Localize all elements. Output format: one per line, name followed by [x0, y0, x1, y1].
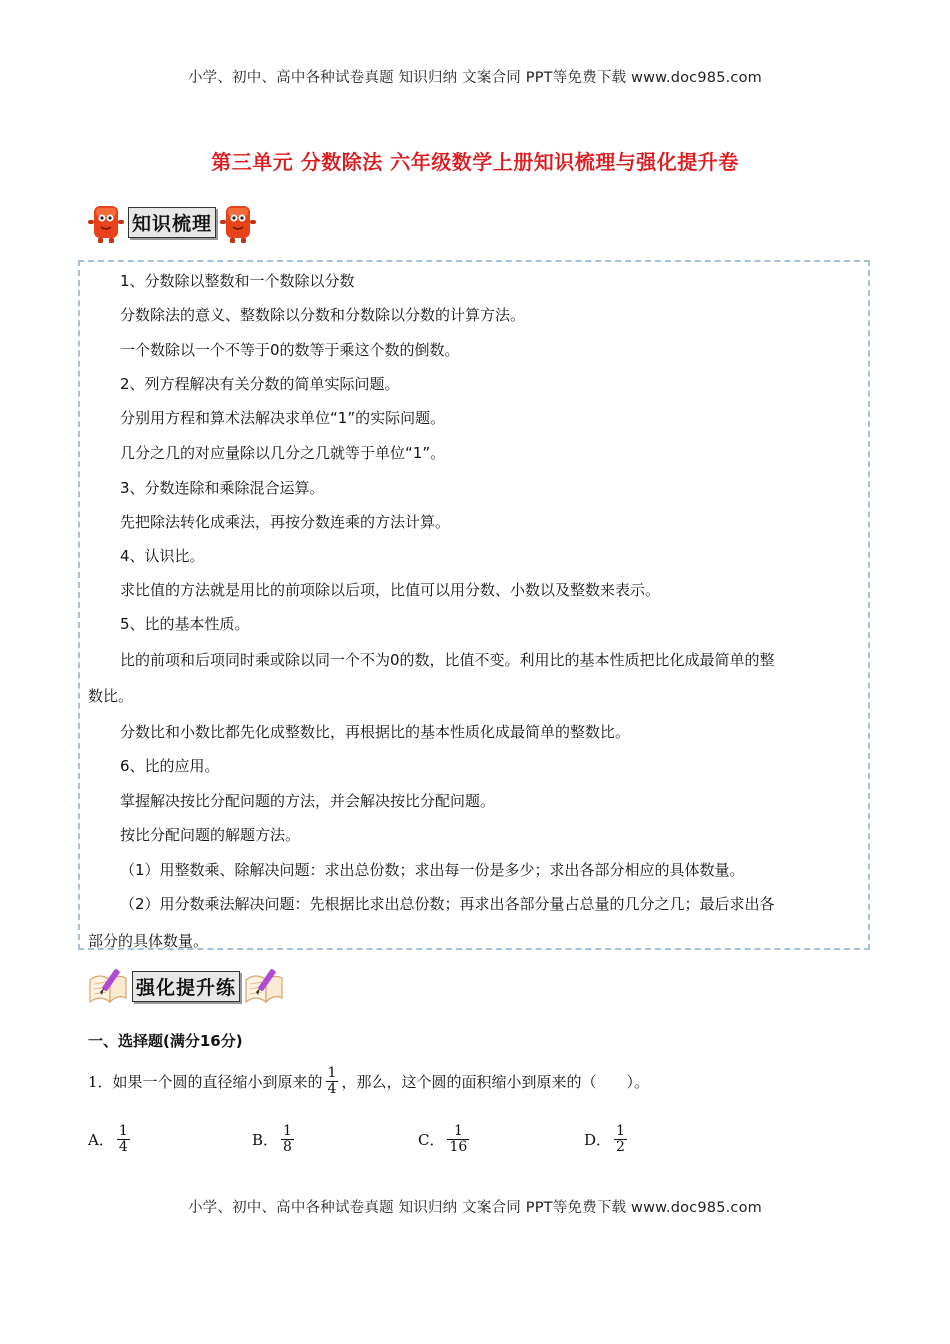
pencil-note-icon [86, 966, 130, 1006]
summary-line: 数比。 [88, 687, 134, 705]
document-title: 第三单元 分数除法 六年级数学上册知识梳理与强化提升卷 [211, 150, 739, 174]
fraction-denominator: 4 [327, 1081, 337, 1098]
summary-line: 2、列方程解决有关分数的简单实际问题。 [120, 375, 400, 393]
summary-line: 求比值的方法就是用比的前项除以后项，比值可以用分数、小数以及整数来表示。 [120, 581, 661, 599]
pencil-note-icon [242, 966, 286, 1006]
fraction [117, 1124, 130, 1156]
summary-line: （2）用分数乘法解决问题：先根据比求出总份数；再求出各部分量占总量的几分之几；最后求出各 [120, 895, 775, 913]
summary-line: 按比分配问题的解题方法。 [120, 826, 301, 844]
page-footer: 小学、初中、高中各种试卷真题 知识归纳 文案合同 PPT等免费下载 www.doc985.com [187, 1200, 763, 1216]
summary-line: （1）用整数乘、除解决问题：求出总份数；求出每一份是多少；求出各部分相应的具体数量。 [120, 861, 745, 879]
summary-line: 一个数除以一个不等于0的数等于乘这个数的倒数。 [120, 341, 460, 359]
fraction [281, 1124, 294, 1156]
summary-line: 4、认识比。 [120, 547, 205, 565]
option-letter: B． [252, 1131, 279, 1150]
summary-line: 5、比的基本性质。 [120, 615, 250, 633]
mascot-icon [86, 200, 126, 244]
section-heading: 一、选择题(满分16分) [88, 1032, 243, 1050]
page-header: 小学、初中、高中各种试卷真题 知识归纳 文案合同 PPT等免费下载 www.doc985.com [187, 70, 763, 86]
fraction [326, 1066, 339, 1098]
question-1-prefix: 1．如果一个圆的直径缩小到原来的 [88, 1073, 323, 1092]
fraction-numerator: 1 [453, 1123, 463, 1139]
summary-line: 3、分数连除和乘除混合运算。 [120, 479, 325, 497]
knowledge-banner [86, 198, 258, 246]
option-letter: A． [88, 1131, 114, 1150]
fraction [447, 1124, 469, 1156]
knowledge-banner-label: 知识梳理 [128, 207, 216, 238]
summary-line: 分别用方程和算术法解决求单位“1”的实际问题。 [120, 409, 446, 427]
fraction-denominator: 8 [283, 1139, 292, 1156]
option-c[interactable] [418, 1124, 472, 1156]
summary-line: 分数比和小数比都先化成整数比，再根据比的基本性质化成最简单的整数比。 [120, 723, 631, 741]
question-1-suffix: ，那么，这个圆的面积缩小到原来的（ ）。 [341, 1073, 649, 1092]
fraction-denominator: 16 [449, 1139, 468, 1156]
option-a[interactable] [88, 1124, 133, 1156]
fraction-numerator: 1 [616, 1123, 625, 1139]
summary-line: 部分的具体数量。 [88, 932, 209, 950]
fraction [614, 1124, 627, 1156]
summary-line: 掌握解决按比分配问题的方法，并会解决按比分配问题。 [120, 792, 496, 810]
mascot-icon [218, 200, 258, 244]
fraction-denominator: 4 [118, 1139, 128, 1156]
practice-banner-label: 强化提升练 [132, 971, 240, 1002]
question-1 [88, 1066, 649, 1098]
practice-banner [86, 962, 286, 1010]
fraction-denominator: 2 [616, 1139, 625, 1156]
knowledge-summary-box [78, 260, 870, 950]
summary-line: 1、分数除以整数和一个数除以分数 [120, 272, 355, 290]
summary-line: 几分之几的对应量除以几分之几就等于单位“1”。 [120, 444, 446, 462]
fraction-numerator: 1 [283, 1123, 292, 1139]
fraction-numerator: 1 [327, 1065, 337, 1081]
summary-line: 6、比的应用。 [120, 757, 220, 775]
option-letter: D． [584, 1131, 612, 1150]
summary-line: 先把除法转化成乘法，再按分数连乘的方法计算。 [120, 513, 451, 531]
summary-line: 分数除法的意义、整数除以分数和分数除以分数的计算方法。 [120, 306, 526, 324]
option-d[interactable] [584, 1124, 630, 1156]
fraction-numerator: 1 [118, 1123, 128, 1139]
option-letter: C． [418, 1131, 445, 1150]
summary-line: 比的前项和后项同时乘或除以同一个不为0的数，比值不变。利用比的基本性质把比化成最简单的整 [120, 651, 775, 669]
option-b[interactable] [252, 1124, 297, 1156]
